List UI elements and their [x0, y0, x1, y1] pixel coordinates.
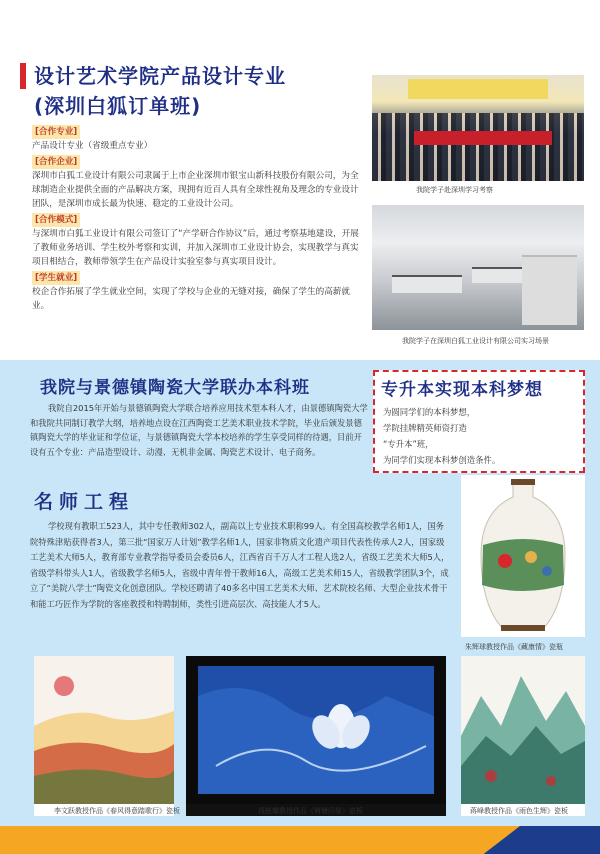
section2-title: 我院与景德镇陶瓷大学联办本科班	[40, 378, 310, 398]
dream-line-4: 为同学们实现本科梦创造条件。	[383, 455, 501, 465]
study-trip-photo	[372, 75, 584, 181]
employ-text: 校企合作拓展了学生就业空间，实现了学校与企业的无缝对接，确保了学生的高薪就业。	[32, 287, 350, 311]
tag-company: [合作企业]	[32, 155, 80, 169]
tag-employ: [学生就业]	[32, 271, 80, 285]
photo1-caption: 我院学子赴深圳学习考察	[416, 186, 493, 194]
photo-banner-red	[414, 131, 552, 145]
dream-line-3: “专升本”班，	[383, 439, 434, 449]
mode-text: 与深圳市白狐工业设计有限公司签订了“产学研合作协议”后，通过考察基地建设，开展了教师业务培训、学生校外考察和实训，并加入深圳市工业设计协会，实现教学与真实项目相结合，教师带领学生在产品设计实验室参与真实项目设计。	[32, 229, 359, 267]
section1-title-line1: 设计艺术学院产品设计专业	[34, 64, 286, 88]
section3-text: 学校现有教职工523人，其中专任教师302人，副高以上专业技术职称99人。有全国高校教学名师1人，国务院特殊津贴获得者3人，第三批“国家万人计划”教学名师1人，国家非物质文化遗产项目代表性传承人2人，国家级工艺美术大师5人，教育部专业教学指导委员会委员6人，江西省百千万人才工程人选2人，省级工艺美术大师5人，省级学科带头人1人，省级教学名师5人，省级中青年骨干教师16人，高级工艺美术师15人，省级教学团队3个，成立了“美院八学士”陶瓷文化创意团队。学校还聘请了40多名中国工艺美术大师、艺术院校名师、大型企业技术骨干和能工巧匠作为学院的客座教授和特聘制师，类性引进高层次、高技能人才5人。	[30, 521, 450, 609]
photo-desk	[392, 275, 462, 293]
dream-title: 专升本实现本科梦想	[381, 380, 543, 400]
section3-title: 名师工程	[34, 491, 135, 513]
lotus-pond-artwork	[186, 656, 446, 816]
dream-line-2: 学院挂牌精英师资打造	[383, 423, 467, 433]
tag-mode: [合作模式]	[32, 213, 80, 227]
section2-intro: 我院自2015年开始与景德镇陶瓷大学联合培养应用技术型本科人才，由景德镇陶瓷大学和我院共同制订教学大纲，培养地点设在江西陶瓷工艺美术职业技术学院，毕业后颁发景德镇陶瓷大学的毕业证和学位证，与景德镇陶瓷大学本校培养的学生享受同样的待遇，目前开设有五个专业：产品造型设计、动漫、无机非金属、陶瓷艺术设计、电子商务。	[30, 403, 368, 457]
art1-caption: 李文跃教授作品《春风得意踏歌行》瓷板	[54, 807, 180, 815]
tag-major: [合作专业]	[32, 125, 80, 139]
section1-title-line2: (深圳白狐订单班)	[34, 94, 202, 118]
vase-caption: 朱辉球教授作品《藏康情》瓷瓶	[465, 643, 563, 651]
company-text: 深圳市白狐工业设计有限公司隶属于上市企业深圳市银宝山新科技股份有限公司，为全球制造企业提供全面的产品解决方案，现拥有近百人具有全球性视角及理念的专业设计团队，是深圳市成长最为快速、稳定的工业设计公司。	[32, 171, 359, 209]
vase-image	[461, 475, 585, 637]
title-accent-bar	[20, 63, 26, 89]
art2-caption: 钱能耀教授作品《荷塘印象》瓷板	[258, 807, 363, 815]
lotus-pond-image	[186, 656, 446, 804]
rain-color-artwork	[461, 656, 585, 816]
rain-color-image	[461, 656, 585, 804]
footer-orange-band	[0, 826, 520, 854]
internship-photo	[372, 205, 584, 330]
cooperation-details	[32, 124, 364, 314]
spring-ride-artwork	[34, 656, 174, 816]
vase-artwork	[461, 475, 585, 637]
photo-banner-yellow	[408, 79, 548, 99]
dream-box	[373, 370, 585, 473]
major-text: 产品设计专业（省级重点专业）	[32, 141, 153, 151]
photo-counter	[522, 255, 577, 325]
photo2-caption: 我院学子在深圳白狐工业设计有限公司实习场景	[402, 337, 549, 345]
art3-caption: 蒋峰教授作品《雨色生辉》瓷板	[470, 807, 568, 815]
photo-crowd	[372, 113, 584, 181]
spring-ride-image	[34, 656, 174, 804]
dream-line-1: 为圆同学们的本科梦想，	[383, 407, 476, 417]
